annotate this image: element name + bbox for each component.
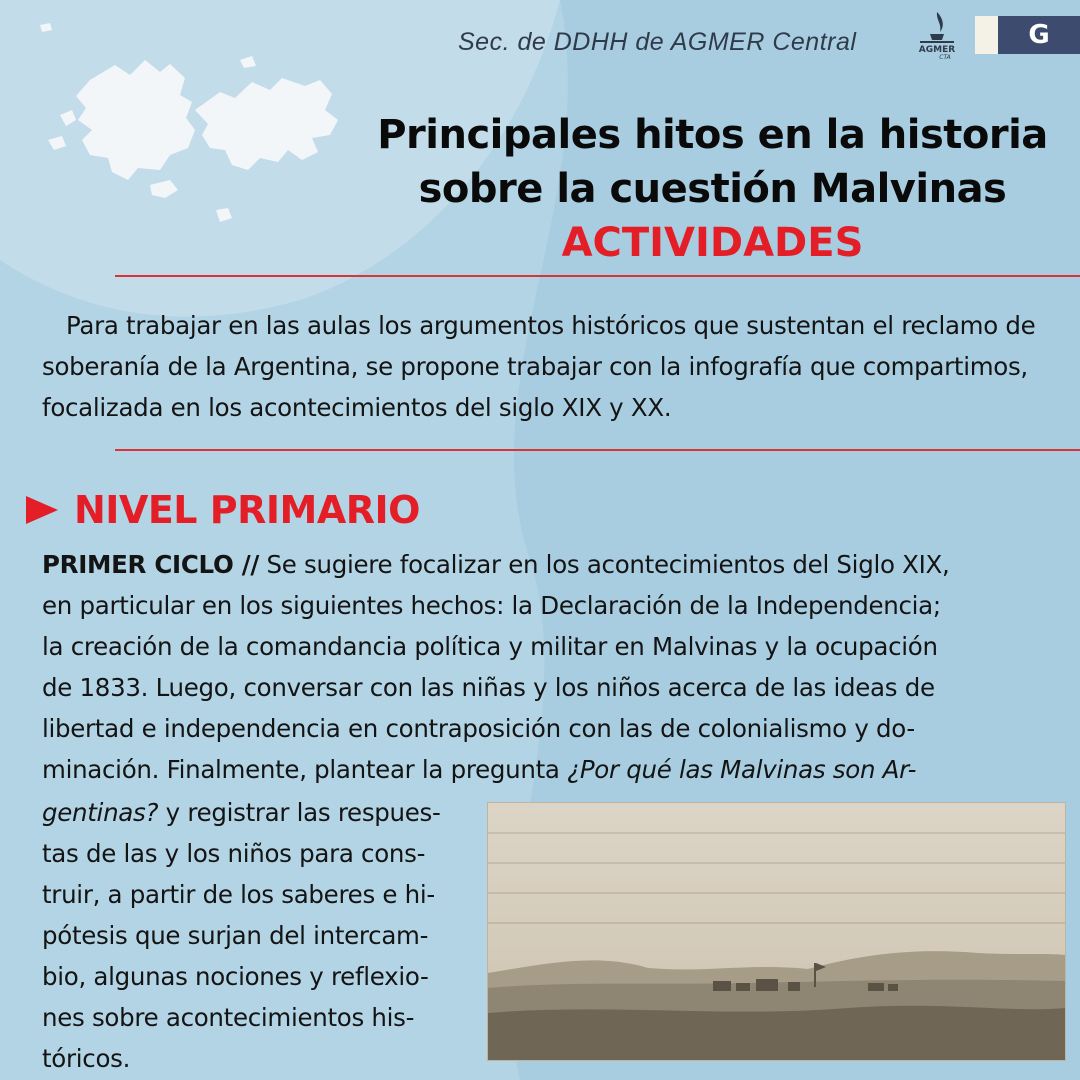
body-line: truir, a partir de los saberes e hi- bbox=[42, 880, 435, 909]
title-activities: ACTIVIDADES bbox=[561, 220, 864, 266]
section-label: Sec. de DDHH de AGMER Central bbox=[458, 28, 857, 56]
agmer-logo-icon bbox=[912, 8, 962, 60]
page-title bbox=[355, 108, 1070, 270]
title-line-1: Principales hitos en la historia bbox=[377, 112, 1048, 158]
body-line: de 1833. Luego, conversar con las niñas y los niños acerca de las ideas de bbox=[42, 673, 935, 702]
body-line: gentinas? y registrar las respues- bbox=[42, 798, 441, 827]
divider-bottom bbox=[115, 449, 1080, 451]
play-arrow-icon bbox=[24, 494, 60, 526]
body-line: pótesis que surjan del intercam- bbox=[42, 921, 429, 950]
body-line: PRIMER CICLO // Se sugiere focalizar en los acontecimientos del Siglo XIX, bbox=[42, 550, 950, 579]
logo-subtext: CTA bbox=[939, 54, 951, 60]
body-line: minación. Finalmente, plantear la pregunta ¿Por qué las Malvinas son Ar- bbox=[42, 755, 917, 784]
section-tab-letter: G bbox=[998, 16, 1080, 54]
intro-paragraph: Para trabajar en las aulas los argumentos históricos que sustentan el reclamo de soberanía de la Argentina, se propone trabajar con la infografía que compartimos, focalizada en los acontecimientos del siglo XIX y XX. bbox=[42, 311, 1036, 422]
body-line: bio, algunas nociones y reflexio- bbox=[42, 962, 429, 991]
body-line: en particular en los siguientes hechos: la Declaración de la Independencia; bbox=[42, 591, 941, 620]
body-line: libertad e independencia en contraposición con las de colonialismo y do- bbox=[42, 714, 915, 743]
divider-top bbox=[115, 275, 1080, 277]
body-line: tas de las y los niños para cons- bbox=[42, 839, 426, 868]
malvinas-islands-map bbox=[20, 20, 350, 240]
title-line-2: sobre la cuestión Malvinas bbox=[418, 166, 1007, 212]
logo-text: AGMER bbox=[918, 45, 956, 55]
question-italic: ¿Por qué las Malvinas son Ar- bbox=[567, 755, 917, 784]
historic-engraving-image bbox=[488, 803, 1065, 1060]
level-heading bbox=[24, 488, 420, 532]
primer-ciclo-paragraph-continued bbox=[42, 792, 487, 1079]
level-title: NIVEL PRIMARIO bbox=[74, 488, 420, 532]
body-line: la creación de la comandancia política y militar en Malvinas y la ocupación bbox=[42, 632, 938, 661]
primer-ciclo-label: PRIMER CICLO // bbox=[42, 550, 260, 579]
primer-ciclo-paragraph bbox=[42, 544, 1057, 790]
body-line: tóricos. bbox=[42, 1044, 131, 1073]
section-tab bbox=[975, 16, 1080, 54]
body-line: nes sobre acontecimientos his- bbox=[42, 1003, 415, 1032]
